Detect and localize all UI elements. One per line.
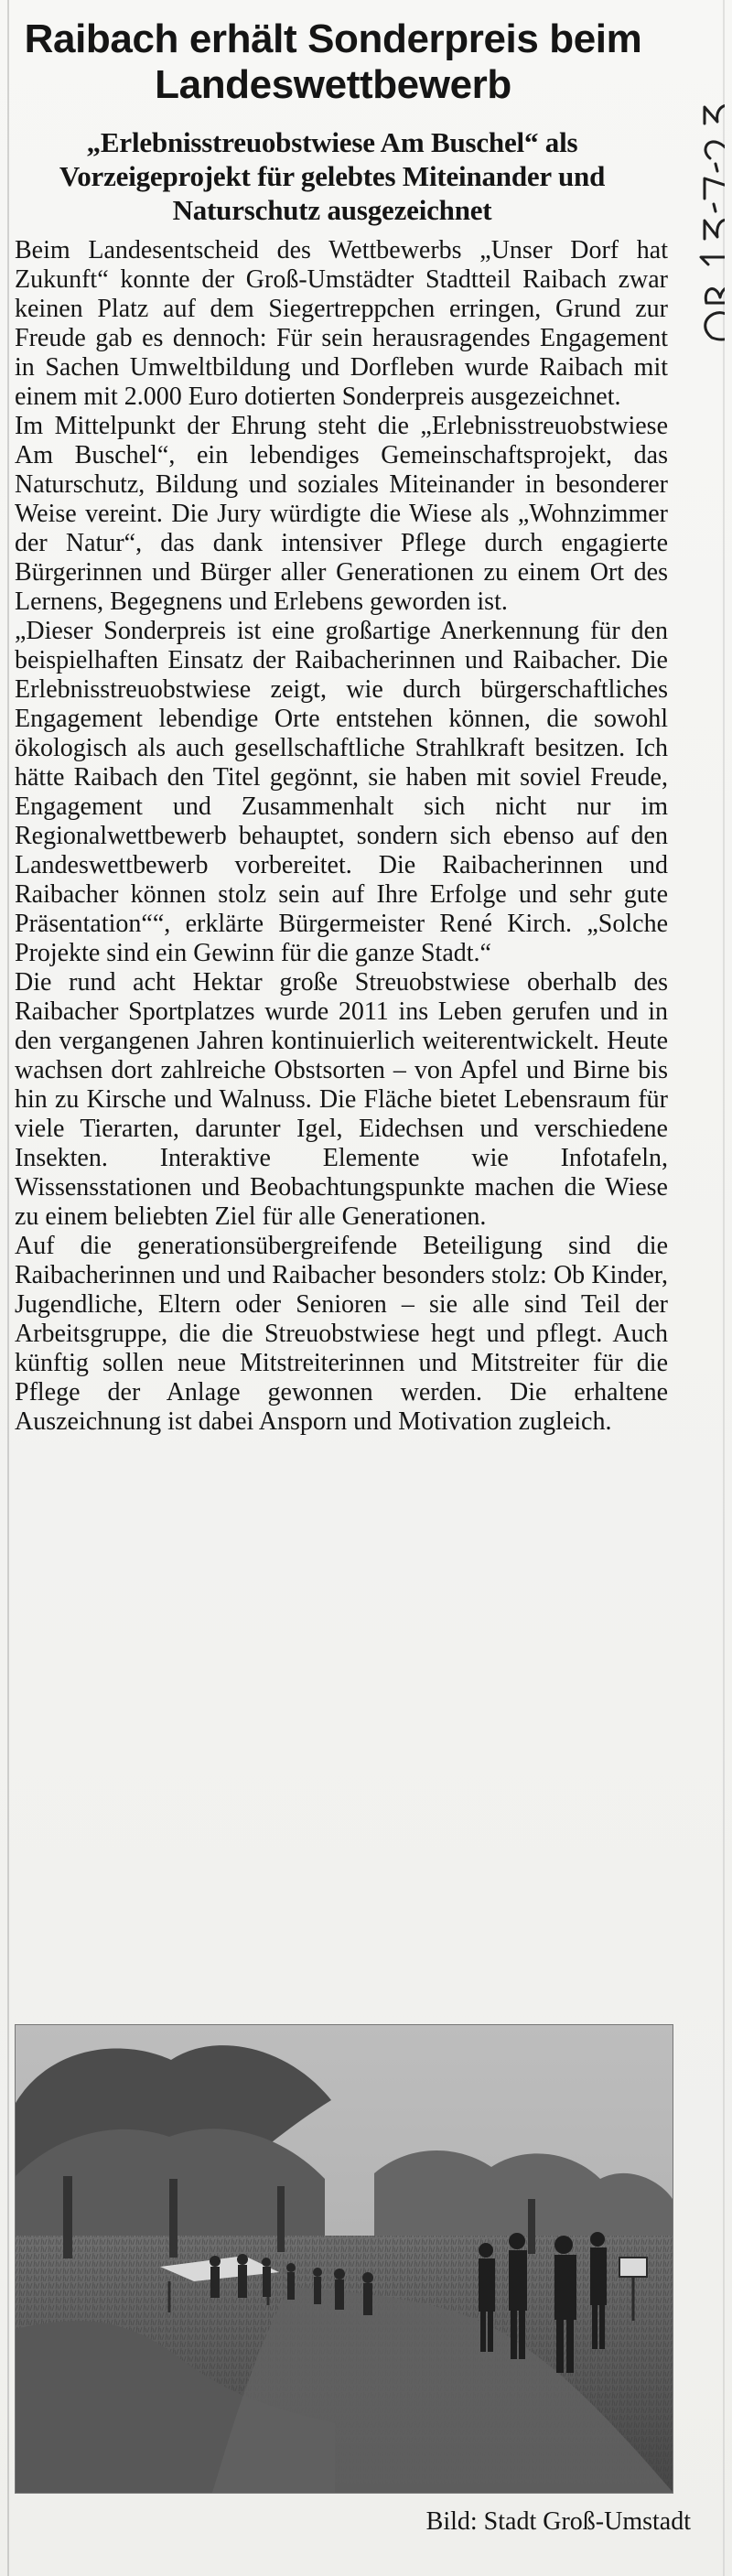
article-headline: Raibach erhält Sonderpreis beim Landeswettbewerb [24, 16, 642, 107]
event-photo [15, 2024, 673, 2494]
left-paper-edge [7, 0, 9, 2576]
article-paragraph-5: Auf die generationsübergreifende Beteiligung sind die Raibacherinnen und und Raibacher besonders stolz: Ob Kinder, Jugendliche, Eltern oder Senioren – sie alle sind Teil der Arbeitsgruppe, die die Streuobstwiese hegt und pflegt. Auch künftig sollen neue Mitstreiterinnen und Mitstreiter für die Pflege der Anlage gewonnen werden. Die erhaltene Auszeichnung ist dabei Ansporn und Motivation zugleich. [15, 1232, 668, 1436]
article-paragraph-3: „Dieser Sonderpreis ist eine großartige Anerkennung für den beispielhaften Einsatz der Raibacherinnen und Raibacher. Die Erlebnisstreuobstwiese zeigt, wie durch bürgerschaftliches Engagement lebendige Orte entstehen können, die sowohl ökologisch als auch gesellschaftliche Strahlkraft besitzen. Ich hätte Raibach den Titel gegönnt, sie haben mit soviel Freude, Engagement und Zusammenhalt sich nicht nur im Regionalwettbewerb behauptet, sondern sich ebenso auf den Landeswettbewerb vorbereitet. Die Raibacherinnen und Raibacher können stolz sein auf Ihre Erfolge und sehr gute Präsentation““, erklärte Bürgermeister René Kirch. „Solche Projekte sind ein Gewinn für die ganze Stadt.“ [15, 617, 668, 967]
article-paragraph-4: Die rund acht Hektar große Streuobstwiese oberhalb des Raibacher Sportplatzes wurde 2011 ins Leben gerufen und in den vergangenen Jahren kontinuierlich weiterentwickelt. Heute wachsen dort zahlreiche Obstsorten – von Apfel und Birne bis hin zu Kirsche und Walnuss. Die Fläche bietet Lebensraum für viele Tierarten, darunter Igel, Eidechsen und verschiedene Insekten. Interaktive Elemente wie Infotafeln, Wissensstationen und Beobachtungspunkte machen die Wiese zu einem beliebten Ziel für alle Generationen. [15, 968, 668, 1231]
photo-credit: Bild: Stadt Groß-Umstadt [425, 2507, 691, 2536]
orchard-photo-illustration [16, 2025, 673, 2493]
article-subheadline: „Erlebnisstreuobstwiese Am Buschel“ als Vorzeigeprojekt für gelebtes Miteinander und Naturschutz ausgezeichnet [59, 126, 606, 226]
article-body [15, 236, 668, 1437]
handwritten-date-note [661, 101, 725, 357]
article-paragraph-2: Im Mittelpunkt der Ehrung steht die „Erlebnisstreuobstwiese Am Buschel“, ein lebendiges Gemeinschaftsprojekt, das Naturschutz, Bildung und soziales Miteinander in besonderer Weise vereint. Die Jury würdigte die Wiese als „Wohnzimmer der Natur“, das dank intensiver Pflege durch engagierte Bürgerinnen und Bürger aller Generationen zu einem Ort des Lernens, Begegnens und Erlebens geworden ist. [15, 412, 668, 616]
right-paper-edge [723, 0, 725, 2576]
article-paragraph-1: Beim Landesentscheid des Wettbewerbs „Unser Dorf hat Zukunft“ konnte der Groß-Umstädter Stadtteil Raibach zwar keinen Platz auf dem Siegertreppchen erringen, Grund zur Freude gab es dennoch: Für sein herausragendes Engagement in Sachen Umweltbildung und Dorfleben wurde Raibach mit einem mit 2.000 Euro dotierten Sonderpreis ausgezeichnet. [15, 236, 668, 411]
